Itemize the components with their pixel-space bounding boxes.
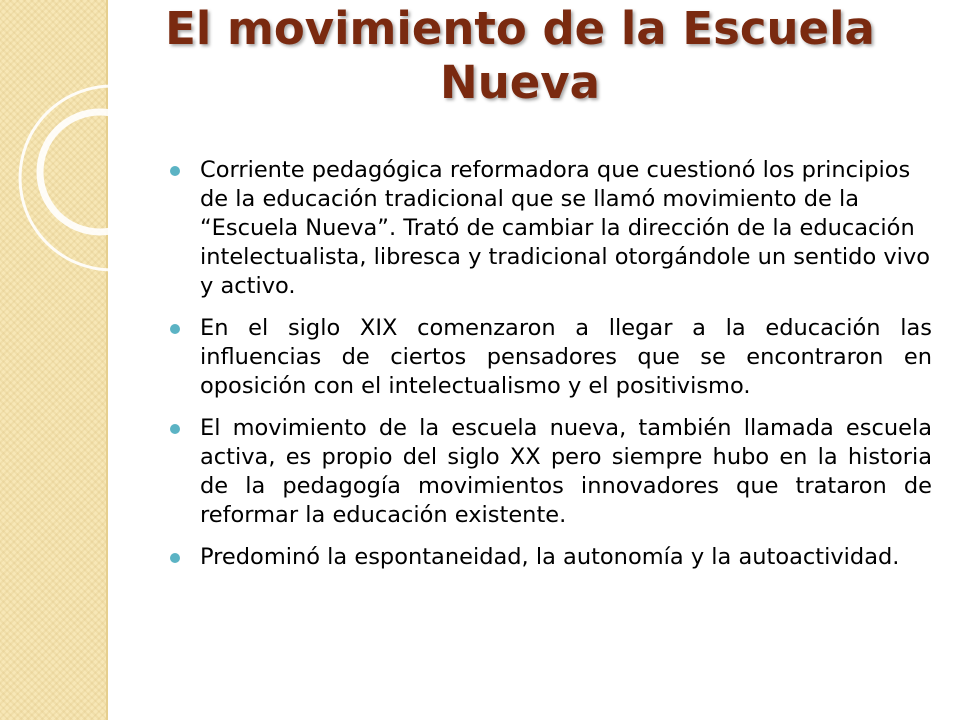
bullet-marker-icon: [170, 166, 180, 176]
bullet-item: [168, 314, 932, 401]
bullet-text: Predominó la espontaneidad, la autonomía y la autoactividad.: [200, 544, 900, 570]
bullet-marker-icon: [170, 424, 180, 434]
bullet-item: [168, 414, 932, 530]
bullet-item: [168, 543, 932, 572]
bullet-text: El movimiento de la escuela nueva, también llamada escuela activa, es propio del siglo XX pero siempre hubo en la historia de la pedagogía movimientos innovadores que trataron de reformar la educación existente.: [200, 415, 932, 528]
bullet-marker-icon: [170, 553, 180, 563]
bullet-item: [168, 156, 932, 301]
slide-title: El movimiento de la Escuela Nueva: [165, 2, 875, 109]
bullet-text: Corriente pedagógica reformadora que cuestionó los principios de la educación tradicional que se llamó movimiento de la “Escuela Nueva”. Trató de cambiar la dirección de la educación intelectualista, libresca y tradicional otorgándole un sentido vivo y activo.: [200, 157, 931, 299]
decorative-circle-inner: [40, 112, 160, 232]
bullet-marker-icon: [170, 324, 180, 334]
bullet-list: [168, 156, 932, 585]
bullet-text: En el siglo XIX comenzaron a llegar a la educación las influencias de ciertos pensadores que se encontraron en oposición con el intelectualismo y el positivismo.: [200, 315, 932, 399]
